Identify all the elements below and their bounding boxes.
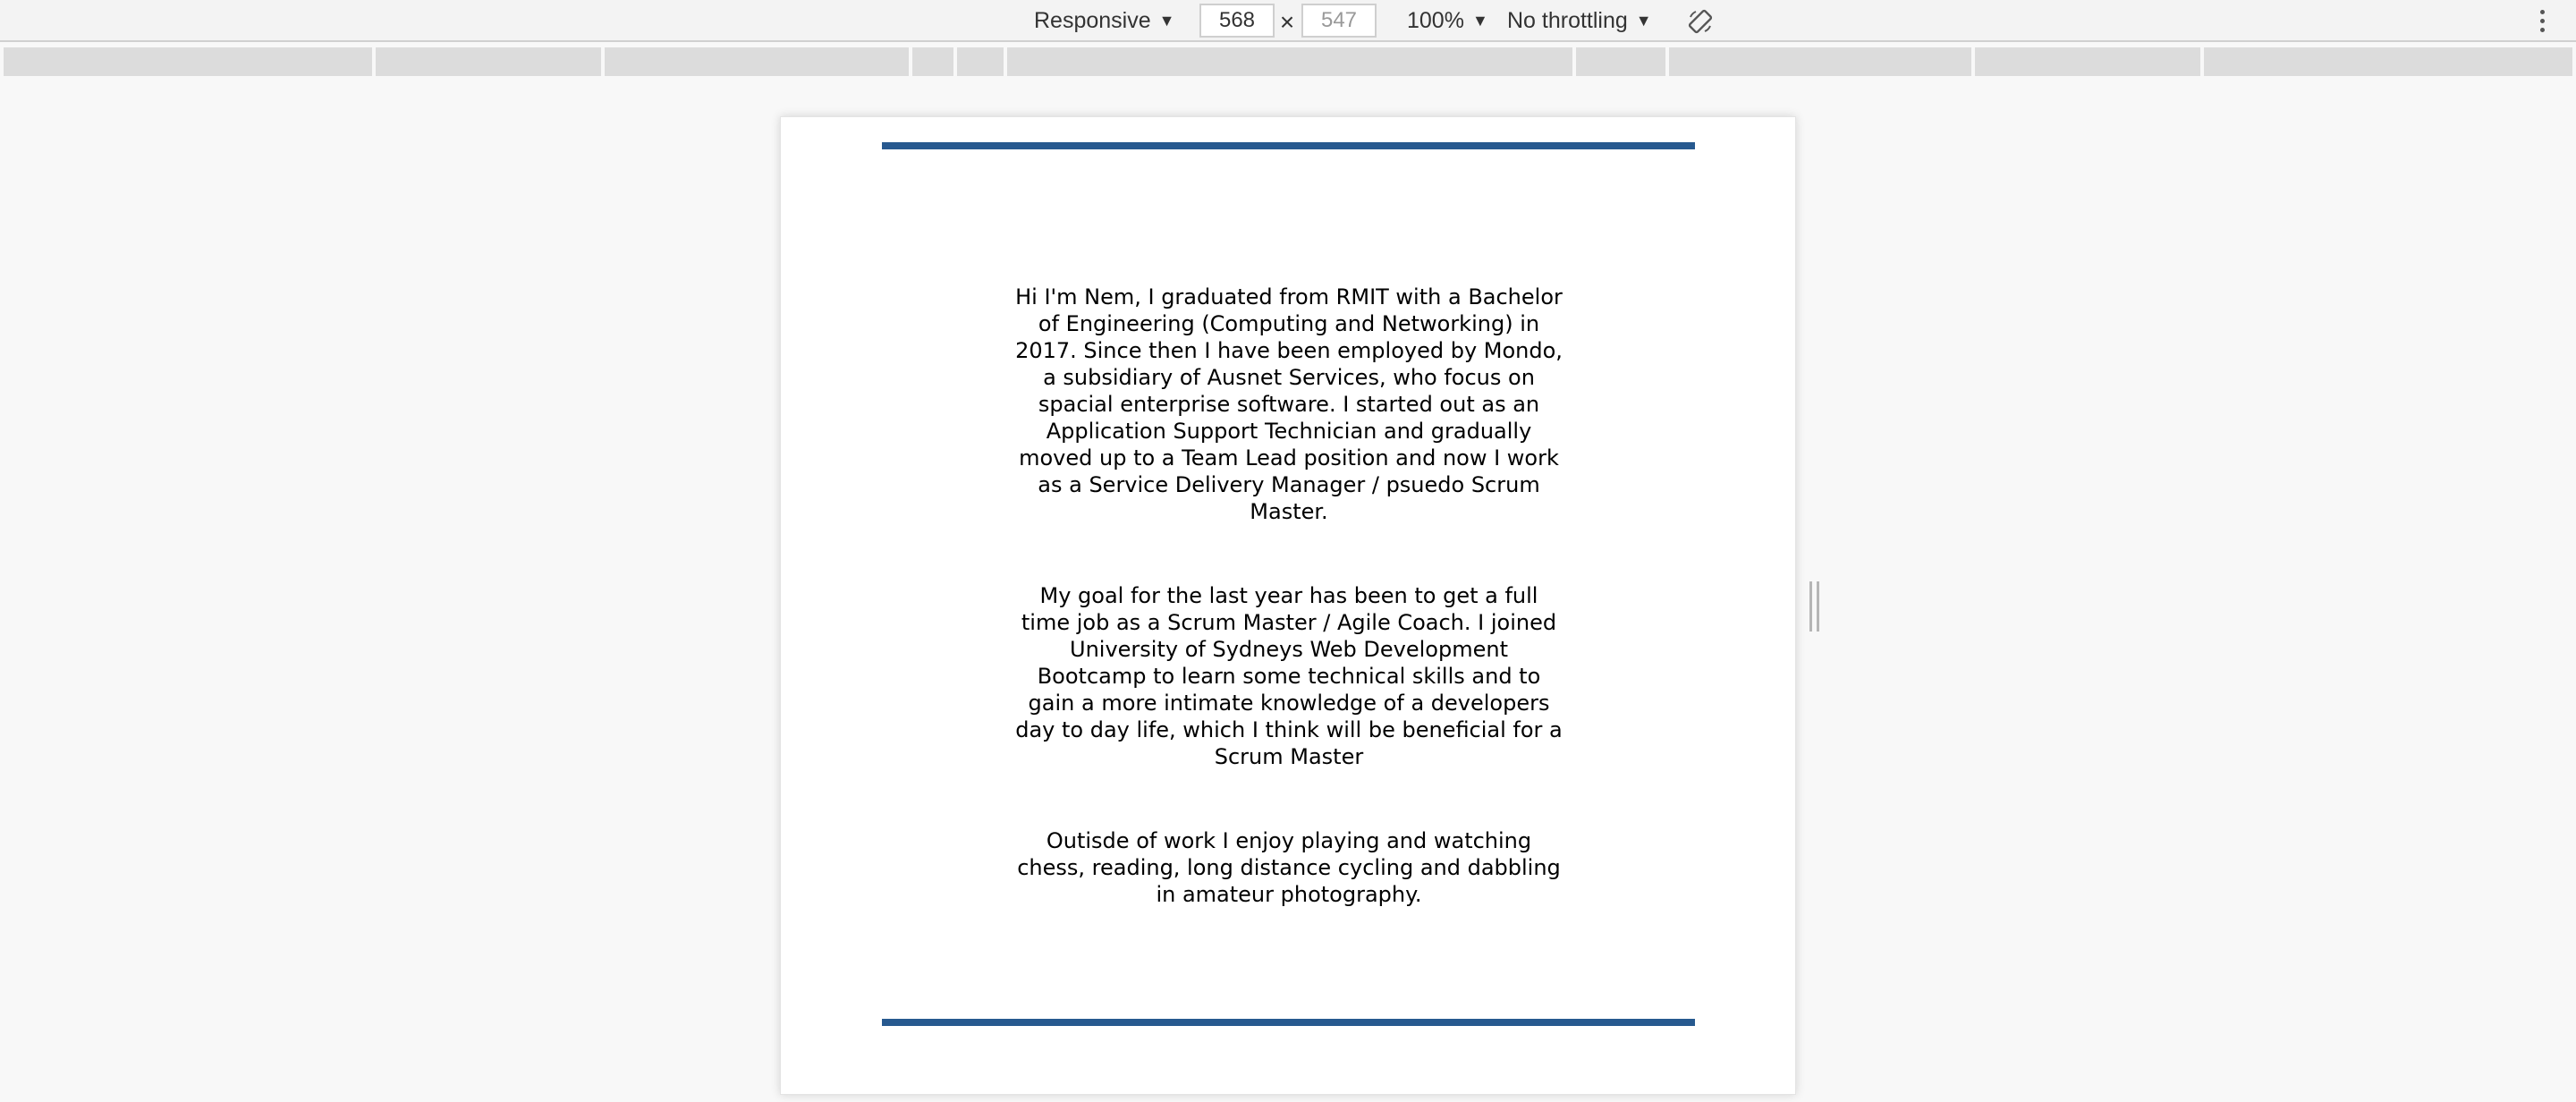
top-divider (882, 142, 1695, 149)
zoom-select-label: 100% (1407, 7, 1464, 33)
media-query-segment[interactable] (2204, 47, 2572, 76)
about-paragraph-hobbies: Outisde of work I enjoy playing and watching chess, reading, long distance cycling and dabbling in amateur photography. (1017, 828, 1561, 907)
media-query-segment[interactable] (1007, 47, 1572, 76)
viewport-resize-handle[interactable] (1807, 581, 1821, 632)
media-query-bar (4, 47, 2572, 76)
rotate-icon (1687, 8, 1714, 35)
device-select[interactable] (1034, 0, 1174, 41)
rotate-button[interactable] (1685, 6, 1716, 37)
emulated-viewport (780, 116, 1796, 1095)
more-options-button[interactable] (2533, 4, 2551, 38)
chevron-down-icon: ▼ (1471, 11, 1488, 30)
media-query-segment[interactable] (605, 47, 909, 76)
media-query-segment[interactable] (957, 47, 1004, 76)
device-select-label: Responsive (1034, 7, 1151, 33)
zoom-select[interactable] (1407, 0, 1488, 41)
resize-handle-icon (1809, 581, 1812, 632)
throttle-select[interactable] (1507, 0, 1652, 41)
width-input[interactable] (1199, 4, 1275, 38)
media-query-segment[interactable] (4, 47, 372, 76)
chevron-down-icon: ▼ (1158, 11, 1175, 30)
about-paragraph-background: Hi I'm Nem, I graduated from RMIT with a Bachelor of Engineering (Computing and Networking) in 2017. Since then I have been employed by Mondo, a subsidiary of Ausnet Services, who focus on spacial enterprise software. I started out as an Application Support Technician and gradually moved up to a Team Lead position and now I work as a Service Delivery Manager / psuedo Scrum Master. (1015, 284, 1563, 524)
throttle-select-label: No throttling (1507, 7, 1628, 33)
chevron-down-icon: ▼ (1635, 11, 1652, 30)
height-input[interactable] (1301, 4, 1377, 38)
media-query-segment[interactable] (376, 47, 601, 76)
about-paragraph-goal: My goal for the last year has been to get a full time job as a Scrum Master / Agile Coach. I joined University of Sydneys Web Development Bootcamp to learn some technical skills and to gain a more intimate knowledge of a developers day to day life, which I think will be beneficial for a Scrum Master (1015, 583, 1563, 769)
more-options-icon (2540, 10, 2545, 14)
media-query-segment[interactable] (1669, 47, 1971, 76)
media-query-segment[interactable] (912, 47, 953, 76)
dimension-separator: × (1279, 8, 1295, 36)
device-toolbar (0, 0, 2576, 42)
media-query-segment[interactable] (1624, 47, 1665, 76)
media-query-segment[interactable] (1975, 47, 2200, 76)
bottom-divider (882, 1019, 1695, 1026)
about-section (1015, 284, 1563, 965)
media-query-segment[interactable] (1576, 47, 1624, 76)
